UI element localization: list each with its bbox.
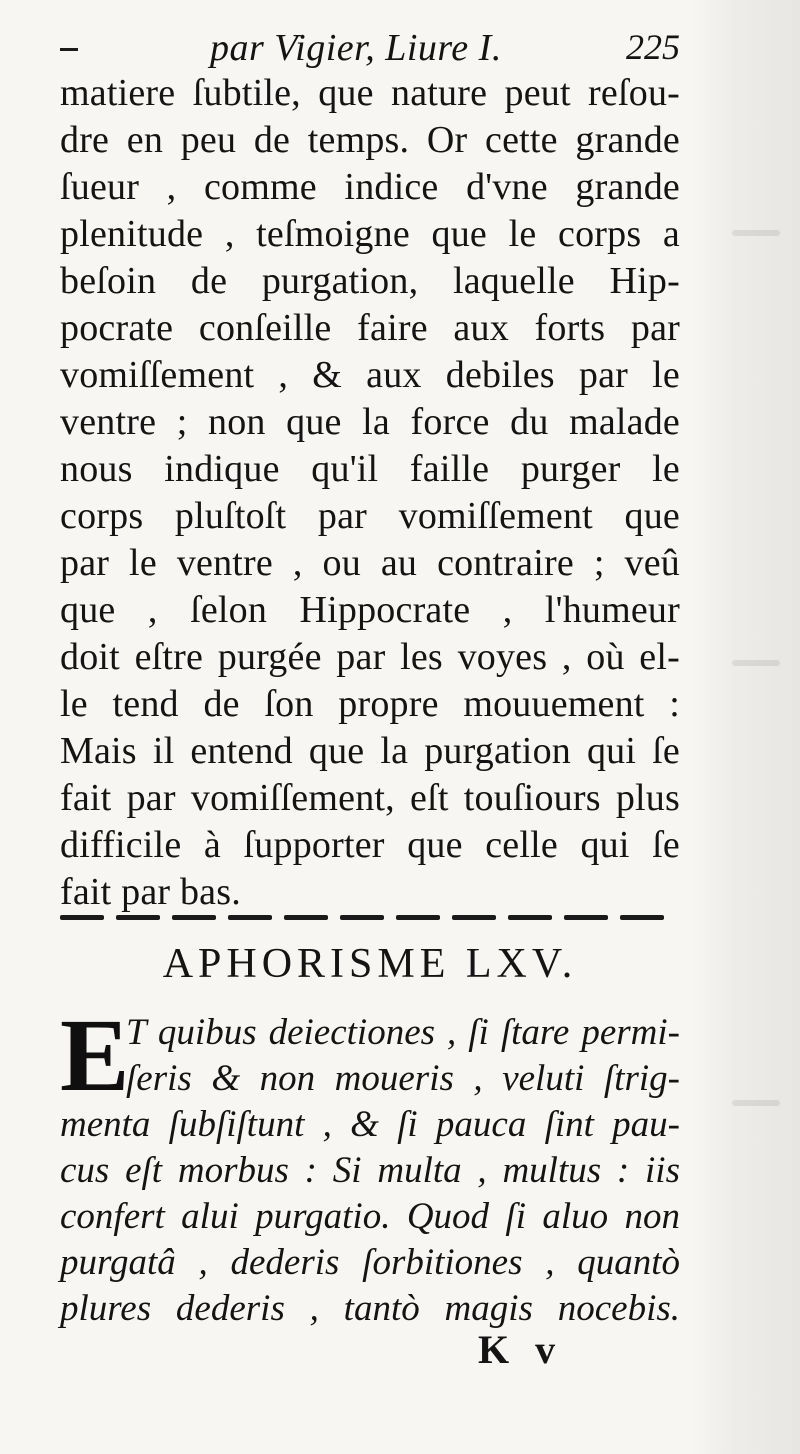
- body-line: fait par vomiſſement, eſt touſiours plus: [60, 777, 680, 819]
- divider-dash: [396, 915, 440, 920]
- body-line: dre en peu de temps. Or cette grande: [60, 119, 680, 161]
- divider-dash: [284, 915, 328, 920]
- section-divider: [60, 910, 668, 924]
- latin-line: ſeris & non moueris , veluti ſtrig-: [126, 1058, 680, 1099]
- running-head: par Vigier, Liure I.: [210, 27, 502, 69]
- divider-dash: [340, 915, 384, 920]
- body-line: doit eſtre purgée par les voyes , où el-: [60, 636, 680, 678]
- aphorism-title: APHORISME LXV.: [162, 941, 578, 987]
- divider-dash: [452, 915, 496, 920]
- divider-dash: [564, 915, 608, 920]
- body-line: le tend de ſon propre mouuement :: [60, 683, 680, 725]
- header-dash: [60, 48, 78, 51]
- divider-dash: [172, 915, 216, 920]
- body-line: fait par bas.: [60, 871, 241, 913]
- bleed-through-mark: [732, 1100, 780, 1106]
- signature-mark: K v: [478, 1327, 564, 1372]
- body-line: ventre ; non que la force du malade: [60, 401, 680, 443]
- body-line: matiere ſubtile, que nature peut reſou-: [60, 72, 680, 114]
- body-line: plenitude , teſmoigne que le corps a: [60, 213, 680, 255]
- drop-cap: E: [60, 998, 130, 1113]
- divider-dash: [228, 915, 272, 920]
- body-line: nous indique qu'il faille purger le: [60, 448, 680, 490]
- body-line: beſoin de purgation, laquelle Hip-: [60, 260, 680, 302]
- body-line: vomiſſement , & aux debiles par le: [60, 354, 680, 396]
- latin-line: plures dederis , tantò magis nocebis.: [60, 1288, 680, 1329]
- divider-dash: [116, 915, 160, 920]
- body-line: Mais il entend que la purgation qui ſe: [60, 730, 680, 772]
- page-number: 225: [626, 27, 680, 67]
- latin-line: cus eſt morbus : Si multa , multus : iis: [60, 1150, 680, 1191]
- body-line: que , ſelon Hippocrate , l'humeur: [60, 589, 680, 631]
- bleed-through-mark: [732, 660, 780, 666]
- latin-line: confert alui purgatio. Quod ſi aluo non: [60, 1196, 680, 1237]
- body-line: par le ventre , ou au contraire ; veû: [60, 542, 680, 584]
- body-line: ſueur , comme indice d'vne grande: [60, 166, 680, 208]
- page-edge-shadow: [690, 0, 800, 1454]
- page-header: [60, 22, 680, 72]
- divider-dash: [508, 915, 552, 920]
- body-line: difficile à ſupporter que celle qui ſe: [60, 824, 680, 866]
- latin-aphorism: [60, 998, 680, 1332]
- latin-line: T quibus deiectiones , ſi ſtare permi-: [126, 1012, 680, 1053]
- bleed-through-mark: [732, 230, 780, 236]
- body-text: [60, 70, 680, 916]
- body-line: corps pluſtoſt par vomiſſement que: [60, 495, 680, 537]
- divider-dash: [620, 915, 664, 920]
- divider-dash: [60, 915, 104, 920]
- body-line: pocrate conſeille faire aux forts par: [60, 307, 680, 349]
- latin-line: menta ſubſiſtunt , & ſi pauca ſint pau-: [60, 1104, 680, 1145]
- latin-line: purgatâ , dederis ſorbitiones , quantò: [60, 1242, 680, 1283]
